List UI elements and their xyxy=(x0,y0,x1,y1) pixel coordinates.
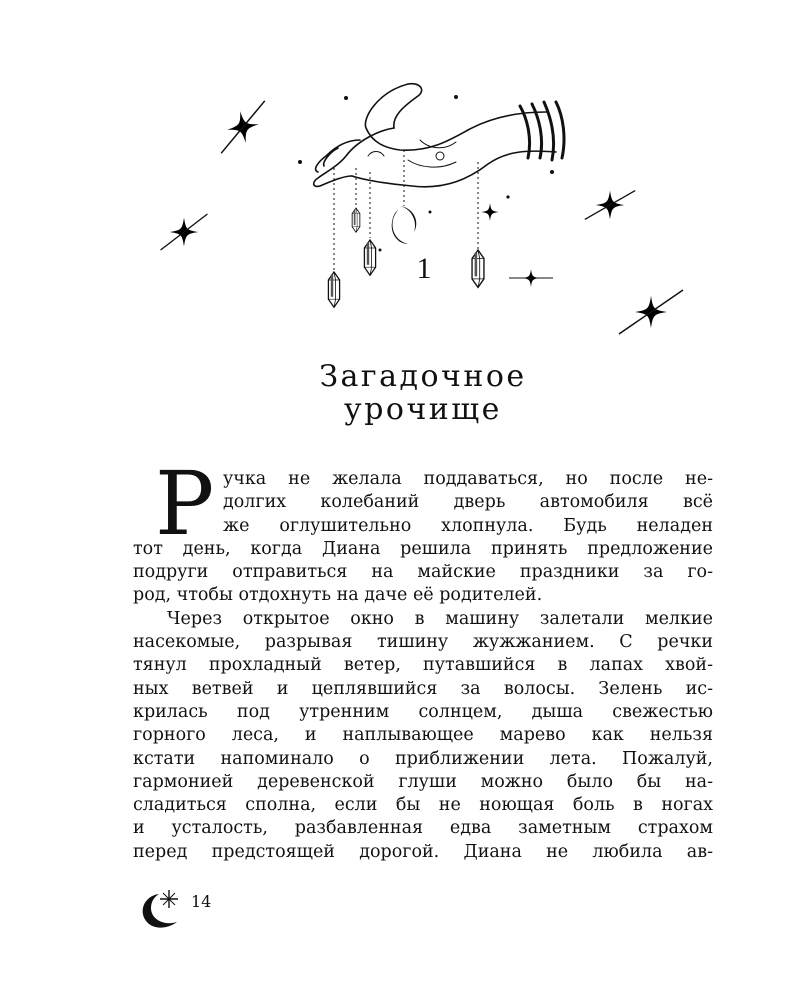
text-line: подруги отправиться на майские праздники за го- xyxy=(133,562,713,583)
crescent-moon-icon xyxy=(392,210,408,244)
crescent-moon-star-icon xyxy=(133,882,189,932)
text-line: долгих колебаний дверь автомобиля всё xyxy=(223,492,713,513)
text-line: учка не желала поддаваться, но после не- xyxy=(223,469,713,489)
star-icon xyxy=(585,191,635,220)
text-line: и усталость, разбавленная едва заметным страхом xyxy=(133,818,713,839)
text-line: перед предстоящей дорогой. Диана не любила ав- xyxy=(133,841,713,862)
crescent-moon-icon xyxy=(400,206,416,232)
hand-with-crystals-illustration xyxy=(0,0,800,350)
crystal-pendant-icon xyxy=(352,208,360,232)
text-line: Через открытое окно в машину залетали мелкие xyxy=(167,608,713,629)
small-stars-icon xyxy=(298,95,554,252)
chapter-body-text xyxy=(133,452,713,864)
text-line: кстати напоминало о приближении лета. Пожалуй, xyxy=(133,748,713,769)
crystal-pendant-icon xyxy=(364,240,375,275)
drop-cap: Р xyxy=(155,452,215,555)
crystal-pendant-icon xyxy=(472,250,484,287)
star-icon xyxy=(161,214,208,250)
text-line: сладиться сполна, если бы не ноющая боль в ногах xyxy=(133,795,713,816)
text-line: же оглушительно хлопнула. Будь неладен xyxy=(223,515,713,536)
text-line: род, чтобы отдохнуть на даче её родителей. xyxy=(133,585,543,606)
text-line: горного леса, и наплывающее марево как нельзя xyxy=(133,725,713,746)
text-line: крилась под утренним солнцем, дыша свежестью xyxy=(133,701,713,722)
page-footer xyxy=(133,882,263,932)
text-line: тянул прохладный ветер, путавшийся в лапах хвой- xyxy=(133,655,713,676)
chapter-title-line: урочище xyxy=(344,392,502,427)
chapter-number: 1 xyxy=(416,252,432,285)
star-icon xyxy=(619,290,683,334)
text-line: тот день, когда Диана решила принять предложение xyxy=(133,538,713,559)
star-icon xyxy=(509,269,553,287)
text-line: ных ветвей и цеплявшийся за волосы. Зелень ис- xyxy=(133,678,713,699)
text-line: насекомые, разрывая тишину жужжанием. С речки xyxy=(133,632,713,653)
chapter-title xyxy=(0,360,800,426)
crystal-pendant-icon xyxy=(328,272,339,307)
star-icon xyxy=(481,203,499,221)
hand-icon xyxy=(314,84,564,187)
text-line: гармонией деревенской глуши можно было бы на- xyxy=(133,771,713,792)
chapter-title-line: Загадочное xyxy=(319,359,527,394)
star-icon xyxy=(214,101,273,153)
page-number: 14 xyxy=(191,892,212,911)
